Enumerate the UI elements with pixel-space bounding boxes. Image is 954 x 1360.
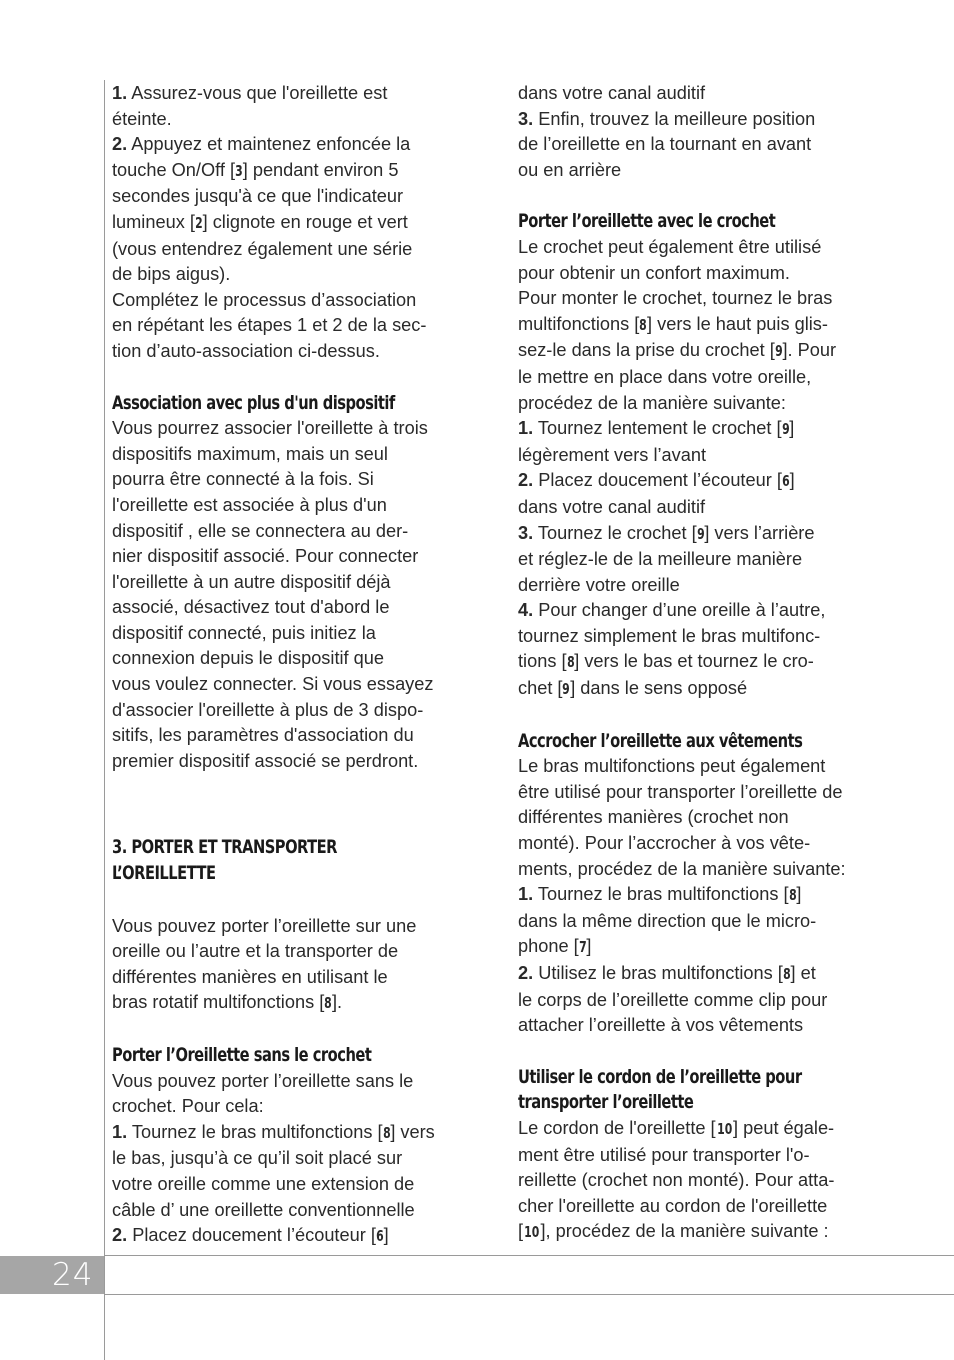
text-line: monté). Pour l’accrocher à vos vête- — [518, 833, 811, 854]
text-line: de l’oreillette en la tournant en avant — [518, 134, 812, 155]
text: Pour changer d’une oreille à l’autre, — [538, 600, 826, 621]
text-line: et réglez-le de la meilleure manière — [518, 549, 803, 570]
text: ] peut égale- — [733, 1117, 835, 1138]
text: bras rotatif multifonctions [ — [112, 992, 325, 1013]
text-line: d'associer l'oreillette à plus de 3 dispo- — [112, 699, 424, 720]
text: ] — [789, 418, 795, 439]
text-line: cher l'oreillette au cordon de l'oreillette — [518, 1195, 828, 1216]
text-line: légèrement vers l’avant — [518, 444, 707, 465]
text-line: Vous pourrez associer l'oreillette à trois — [112, 418, 428, 439]
footer-rule-top — [104, 1255, 954, 1256]
part-reference: 8 — [639, 315, 647, 334]
step-number: 1. — [518, 418, 534, 439]
text-line: secondes jusqu'à ce que l'indicateur — [112, 186, 404, 207]
step-number: 2. — [112, 1225, 128, 1246]
part-reference: 8 — [382, 1123, 391, 1142]
text-line: votre oreille comme une extension de — [112, 1173, 415, 1194]
part-reference: 8 — [788, 886, 797, 905]
part-reference: 9 — [781, 420, 790, 439]
text: ]. — [331, 992, 343, 1013]
left-column — [112, 81, 476, 1250]
text-line: pour obtenir un confort maximum. — [518, 262, 790, 283]
text-line — [112, 158, 476, 185]
heading-association: Association avec plus d'un dispositif — [112, 391, 395, 414]
step-line — [518, 598, 884, 624]
step-line — [112, 1223, 476, 1250]
text: Tournez le bras multifonctions [ — [131, 1121, 383, 1142]
text-line: câble d’ une oreillette conventionnelle — [112, 1199, 415, 1220]
text-line — [112, 210, 476, 237]
text-line: associé, désactivez tout d'abord le — [112, 597, 390, 618]
text-line: Vous pouvez porter l’oreillette sur une — [112, 915, 417, 936]
text: ] et — [790, 963, 816, 983]
footer-rule-bottom — [104, 1294, 954, 1295]
text: ] pendant environ 5 — [242, 159, 399, 180]
text-line: le mettre en place dans votre oreille, — [518, 366, 812, 387]
text-line — [518, 676, 884, 703]
step-number: 1. — [112, 1121, 128, 1142]
text-line: sitifs, les paramètres d'association du — [112, 725, 414, 746]
text-line: ments, procédez de la manière suivante: — [518, 858, 846, 879]
text: Enfin, trouvez la meilleure position — [538, 108, 816, 129]
text: ] dans le sens opposé — [570, 678, 748, 699]
text: ] — [796, 884, 802, 905]
heading-avec-crochet: Porter l’oreillette avec le crochet — [518, 210, 776, 233]
text: touche On/Off [ — [112, 159, 236, 180]
text-line: Complétez le processus d’association — [112, 289, 417, 310]
text: ] — [383, 1225, 389, 1246]
part-reference: 9 — [696, 524, 705, 543]
part-reference: 9 — [562, 680, 571, 699]
step-line — [112, 1120, 476, 1147]
text: ] vers — [390, 1121, 435, 1142]
text-line: l'oreillette est associée à plus d'un — [112, 494, 387, 515]
part-reference: 8 — [566, 653, 575, 672]
text: ] vers l’arrière — [704, 522, 815, 543]
text-line: le bas, jusqu’à ce qu’il soit placé sur — [112, 1148, 403, 1169]
part-reference: 10 — [524, 1223, 540, 1242]
text: Tournez le crochet [ — [537, 522, 697, 543]
step-line — [518, 521, 884, 548]
step-number: 3. — [518, 522, 534, 543]
text-line: procédez de la manière suivante: — [518, 392, 786, 413]
step-line — [518, 416, 884, 443]
text-line: nier dispositif associé. Pour connecter — [112, 546, 419, 567]
text-line: dans votre canal auditif — [518, 83, 706, 103]
step-line — [518, 468, 884, 495]
part-reference: 6 — [375, 1227, 384, 1246]
text-line — [518, 1116, 884, 1143]
text: Utilisez le bras multifonctions [ — [538, 963, 783, 983]
text-line: connexion depuis le dispositif que — [112, 648, 384, 669]
text-line: Pour monter le crochet, tournez le bras — [518, 288, 833, 309]
text-line: ou en arrière — [518, 159, 622, 180]
text: Tournez lentement le crochet [ — [537, 418, 782, 439]
text-line: vous voulez connecter. Si vous essayez — [112, 674, 434, 695]
text: ] clignote en rouge et vert — [202, 211, 408, 232]
text: Le cordon de l'oreillette [ — [518, 1117, 716, 1138]
text-line: Le bras multifonctions peut également — [518, 756, 826, 777]
part-reference: 8 — [324, 994, 332, 1013]
part-reference: 6 — [781, 472, 790, 491]
text: tions [ — [518, 651, 567, 672]
text: ] vers le haut puis glis- — [647, 313, 828, 334]
text: multifonctions [ — [518, 313, 640, 334]
vertical-rule — [104, 80, 105, 1360]
text-line: tournez simplement le bras multifonc- — [518, 625, 821, 646]
text: sez-le dans la prise du crochet [ — [518, 340, 775, 361]
text-line: le corps de l’oreillette comme clip pour — [518, 989, 828, 1010]
text-line: tion d’auto-association ci-dessus. — [112, 340, 380, 361]
part-reference: 8 — [782, 965, 791, 983]
text-line — [518, 312, 884, 339]
text-line — [518, 649, 884, 676]
heading-sans-crochet: Porter l’Oreillette sans le crochet — [112, 1044, 372, 1066]
text-line: premier dispositif associé se perdront. — [112, 750, 419, 771]
text-line: pourra être connecté à la fois. Si — [112, 469, 374, 490]
text-line — [518, 1219, 884, 1246]
text-line — [112, 990, 476, 1017]
text-line: dispositif , elle se connectera au der- — [112, 520, 409, 541]
text-line — [518, 338, 884, 365]
text: lumineux [ — [112, 211, 195, 232]
heading-cordon-line-1: Utiliser le cordon de l’oreillette pour — [518, 1065, 802, 1088]
text: phone [ — [518, 936, 579, 957]
step-number: 2. — [518, 963, 534, 983]
text-line: derrière votre oreille — [518, 574, 680, 595]
text-line: crochet. Pour cela: — [112, 1096, 264, 1117]
text-line: dans la même direction que le micro- — [518, 910, 817, 931]
text-line: en répétant les étapes 1 et 2 de la sec- — [112, 315, 427, 336]
part-reference: 9 — [774, 342, 783, 361]
text-line: éteinte. — [112, 108, 172, 129]
text: Assurez-vous que l'oreillette est — [131, 83, 388, 103]
text: ] — [789, 470, 795, 491]
text-line: oreille ou l’autre et la transporter de — [112, 941, 399, 962]
text: [ — [518, 1221, 524, 1242]
step-number: 4. — [518, 600, 534, 621]
text-line: Le crochet peut également être utilisé — [518, 236, 822, 257]
step-number: 2. — [518, 470, 534, 491]
step-number: 2. — [112, 134, 128, 155]
step-line — [112, 132, 476, 158]
text-line: Vous pouvez porter l’oreillette sans le — [112, 1070, 414, 1091]
section-heading-line-2: L’OREILLETTE — [112, 862, 216, 885]
text-line — [518, 934, 884, 961]
text-line: ment être utilisé pour transporter l'o- — [518, 1144, 810, 1165]
heading-cordon-line-2: transporter l’oreillette — [518, 1091, 694, 1114]
text-line: reillette (crochet non monté). Pour atta- — [518, 1170, 835, 1191]
text: ], procédez de la manière suivante : — [540, 1221, 829, 1242]
step-number: 3. — [518, 108, 534, 129]
part-reference: 7 — [578, 938, 587, 957]
text-line: différentes manières (crochet non — [518, 807, 789, 828]
part-reference: 2 — [194, 213, 203, 232]
part-reference: 10 — [716, 1119, 732, 1138]
step-line — [112, 81, 476, 107]
right-column — [518, 81, 884, 1246]
step-line — [518, 961, 884, 988]
text: ]. Pour — [782, 340, 837, 361]
page-number: 24 — [0, 1256, 104, 1294]
step-number: 1. — [112, 83, 128, 103]
text-line: dispositifs maximum, mais un seul — [112, 443, 388, 464]
text: Tournez le bras multifonctions [ — [537, 884, 789, 905]
text-line: attacher l’oreillette à vos vêtements — [518, 1015, 804, 1036]
step-line — [518, 882, 884, 909]
association-paragraph — [112, 416, 476, 774]
step-line — [518, 107, 884, 133]
text: ] — [586, 936, 592, 957]
text: Placez doucement l’écouteur [ — [538, 470, 782, 491]
text-line: dispositif connecté, puis initiez la — [112, 622, 376, 643]
step-number: 1. — [518, 884, 534, 905]
text: chet [ — [518, 678, 563, 699]
part-reference: 3 — [235, 161, 243, 180]
text: Appuyez et maintenez enfoncée la — [131, 134, 411, 155]
text-line: de bips aigus). — [112, 264, 231, 285]
text-line: l'oreillette à un autre dispositif déjà — [112, 571, 391, 592]
text: Placez doucement l’écouteur [ — [132, 1225, 376, 1246]
text: ] vers le bas et tournez le cro- — [574, 651, 814, 672]
heading-vetements: Accrocher l’oreillette aux vêtements — [518, 729, 803, 752]
text-line: être utilisé pour transporter l’oreillette de — [518, 781, 843, 802]
text-line: dans votre canal auditif — [518, 496, 706, 517]
section-heading-line-1: 3. PORTER ET TRANSPORTER — [112, 836, 337, 859]
text-line: différentes manières en utilisant le — [112, 966, 388, 987]
text-line: (vous entendrez également une série — [112, 238, 413, 259]
